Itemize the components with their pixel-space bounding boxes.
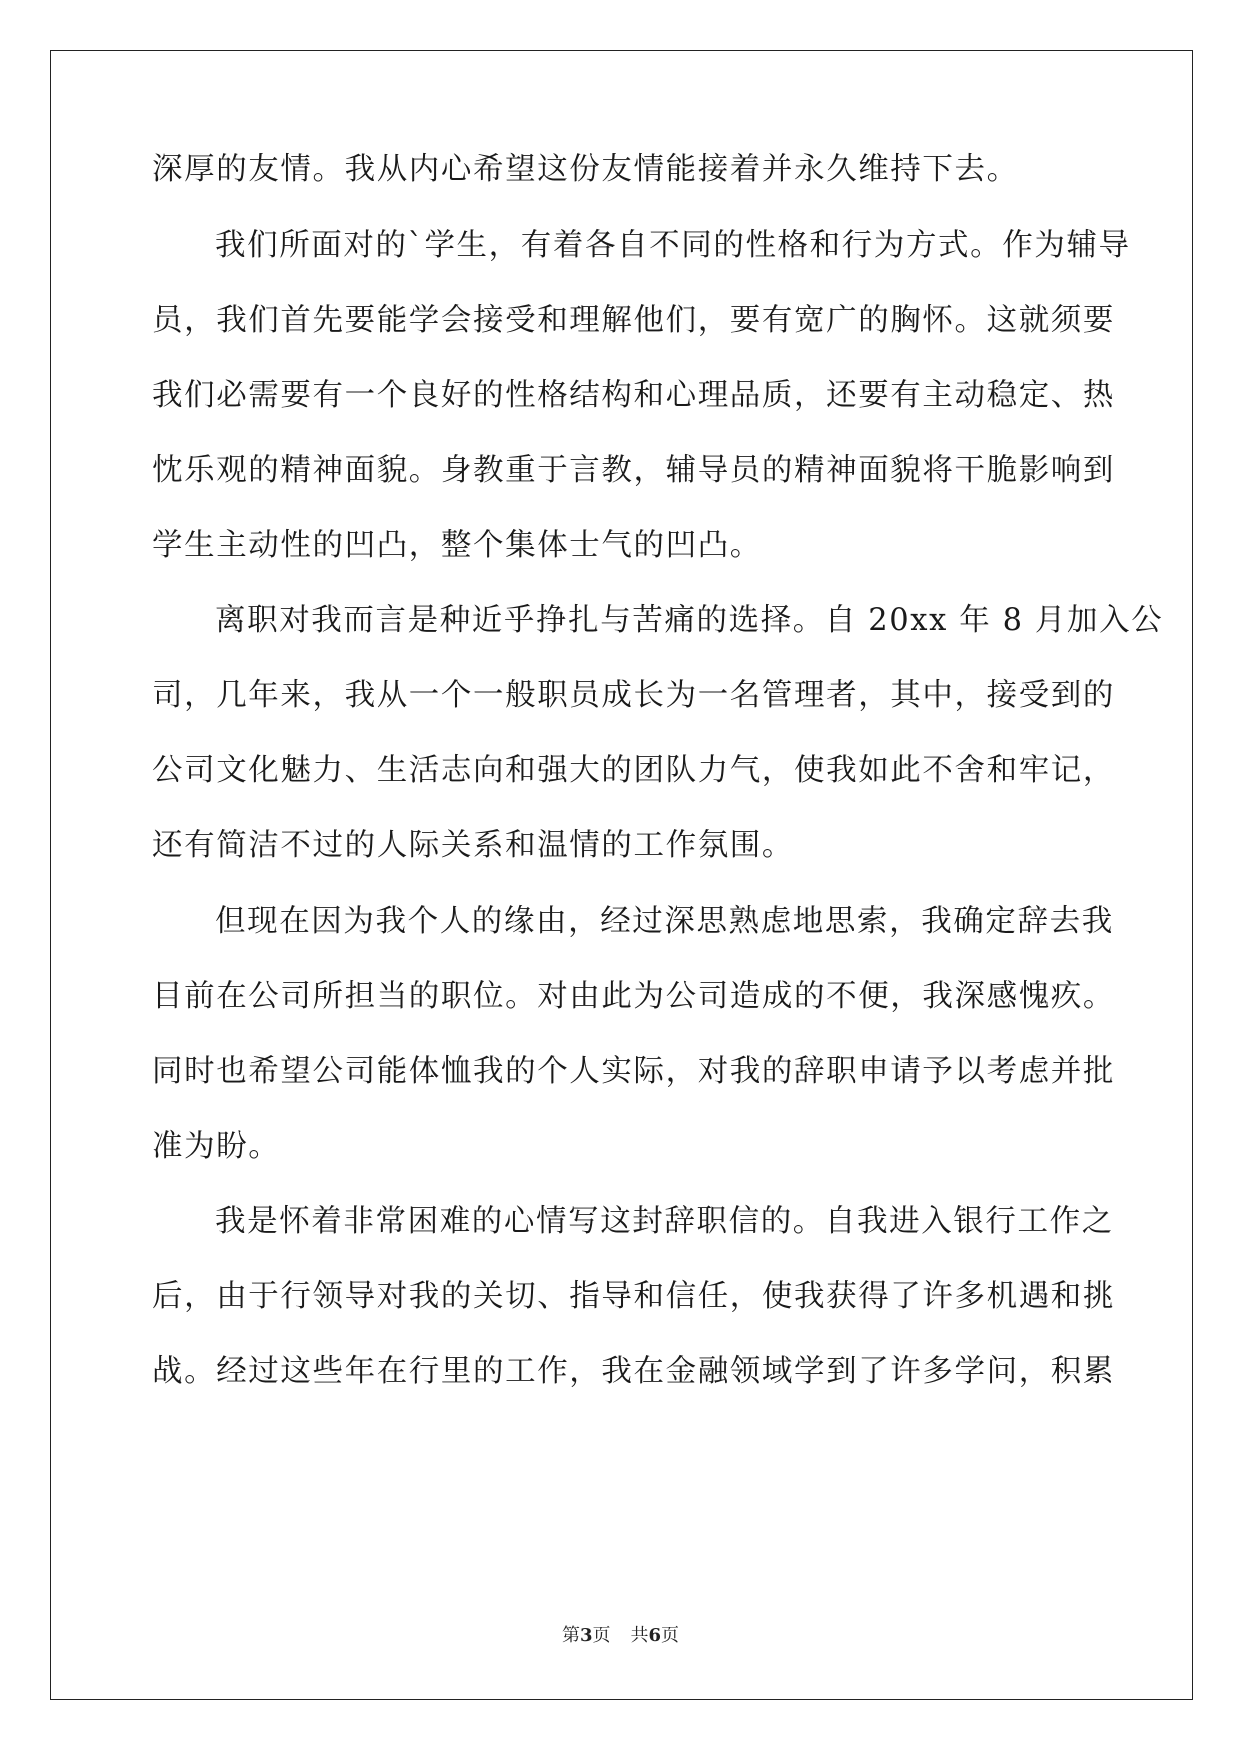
page-border (50, 50, 1193, 1700)
body-line-8: 司，几年来，我从一个一般职员成长为一名管理者，其中，接受到的 (152, 678, 1115, 713)
body-line-11: 但现在因为我个人的缘由，经过深思熟虑地思索，我确定辞去我 (215, 904, 1114, 939)
body-line-6: 学生主动性的凹凸，整个集体士气的凹凸。 (152, 528, 762, 563)
body-line-4: 我们必需要有一个良好的性格结构和心理品质，还要有主动稳定、热 (152, 378, 1115, 413)
body-line-5: 忱乐观的精神面貌。身教重于言教，辅导员的精神面貌将干脆影响到 (152, 453, 1115, 488)
body-line-9: 公司文化魅力、生活志向和强大的团队力气，使我如此不舍和牢记， (152, 753, 1115, 788)
body-line-16: 后，由于行领导对我的关切、指导和信任，使我获得了许多机遇和挑 (152, 1279, 1115, 1314)
body-line-7: 离职对我而言是种近乎挣扎与苦痛的选择。自 20xx 年 8 月加入公 (215, 603, 1164, 638)
page-number-footer (0, 1624, 1241, 1648)
page-prefix: 第 (561, 1625, 580, 1646)
body-line-12: 目前在公司所担当的职位。对由此为公司造成的不便，我深感愧疚。 (152, 979, 1115, 1014)
body-line-13: 同时也希望公司能体恤我的个人实际，对我的辞职申请予以考虑并批 (152, 1054, 1115, 1089)
body-line-14: 准为盼。 (152, 1129, 281, 1164)
body-line-10: 还有简洁不过的人际关系和温情的工作氛围。 (152, 828, 794, 863)
body-line-2: 我们所面对的`学生，有着各自不同的性格和行为方式。作为辅导 (215, 228, 1131, 263)
total-prefix: 共 (630, 1625, 649, 1646)
body-line-3: 员，我们首先要能学会接受和理解他们，要有宽广的胸怀。这就须要 (152, 303, 1115, 338)
body-line-15: 我是怀着非常困难的心情写这封辞职信的。自我进入银行工作之 (215, 1204, 1114, 1239)
current-page-number: 3 (579, 1625, 593, 1646)
page-suffix: 页 (592, 1625, 611, 1646)
total-page-count: 6 (648, 1625, 662, 1646)
total-suffix: 页 (661, 1625, 680, 1646)
body-line-17: 战。经过这些年在行里的工作，我在金融领域学到了许多学问，积累 (152, 1354, 1115, 1389)
body-line-1: 深厚的友情。我从内心希望这份友情能接着并永久维持下去。 (152, 152, 1019, 187)
